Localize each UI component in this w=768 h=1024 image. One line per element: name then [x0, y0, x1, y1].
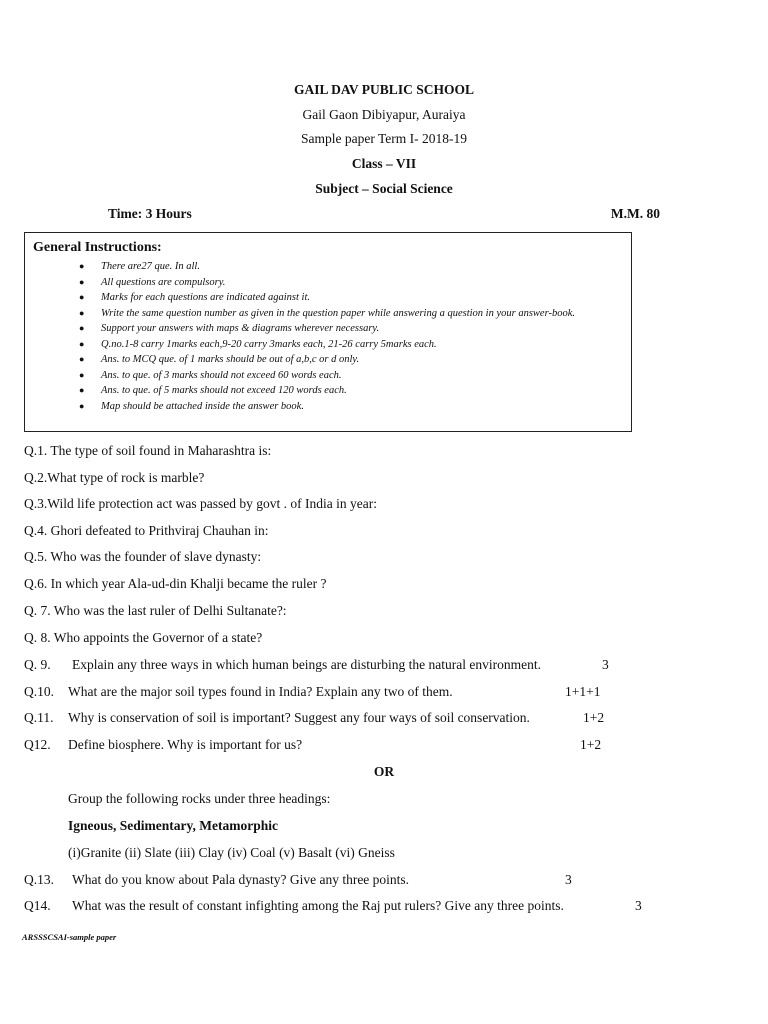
class-label: Class – VII — [351, 156, 417, 171]
question-13-marks: 3 — [565, 872, 572, 887]
question-text: Define biosphere. Why is important for us? — [68, 737, 303, 752]
question-text: What do you know about Pala dynasty? Give any three points. — [72, 872, 410, 887]
question-10-marks: 1+1+1 — [565, 684, 601, 699]
question-11 — [24, 710, 530, 726]
question-number: Q14. — [24, 898, 51, 913]
question-14 — [24, 898, 564, 914]
instruction-item: ● Map should be attached inside the answer book. — [79, 399, 631, 415]
question-text: Explain any three ways in which human beings are disturbing the natural environment. — [72, 657, 541, 672]
question-9 — [24, 657, 541, 673]
question-7: Q. 7. Who was the last ruler of Delhi Sultanate?: — [24, 603, 287, 618]
bullet-icon: ● — [79, 323, 85, 333]
rock-headings: Igneous, Sedimentary, Metamorphic — [68, 818, 278, 833]
question-11-marks: 1+2 — [583, 710, 605, 725]
question-3: Q.3.Wild life protection act was passed by govt . of India in year: — [24, 496, 377, 511]
bullet-icon: ● — [79, 276, 85, 287]
bullet-icon: ● — [79, 400, 85, 411]
question-5: Q.5. Who was the founder of slave dynasty: — [24, 549, 262, 564]
instruction-item: ● Support your answers with maps & diagrams wherever necessary. — [79, 321, 631, 337]
time-marks-row — [108, 206, 660, 222]
instruction-item: ● Ans. to MCQ que. of 1 marks should be out of a,b,c or d only. — [79, 352, 631, 368]
bullet-icon: ● — [79, 292, 85, 302]
question-1: Q.1. The type of soil found in Maharashtra is: — [24, 443, 272, 458]
question-text: Why is conservation of soil is important? Suggest any four ways of soil conservation. — [68, 710, 530, 725]
question-12-marks: 1+2 — [580, 737, 602, 752]
question-8: Q. 8. Who appoints the Governor of a state? — [24, 630, 263, 645]
question-number: Q. 9. — [24, 657, 51, 672]
question-6: Q.6. In which year Ala-ud-din Khalji became the ruler ? — [24, 576, 327, 591]
paper-title: Sample paper Term I- 2018-19 — [300, 131, 467, 146]
instruction-item: ● All questions are compulsory. — [79, 275, 631, 291]
school-name: GAIL DAV PUBLIC SCHOOL — [294, 82, 474, 97]
instruction-item: ● Marks for each questions are indicated against it. — [79, 290, 631, 306]
bullet-icon: ● — [79, 354, 85, 364]
or-question-line: Group the following rocks under three headings: — [68, 791, 331, 806]
question-number: Q12. — [24, 737, 51, 752]
bullet-icon: ● — [79, 261, 85, 271]
instruction-item: ● Ans. to que. of 5 marks should not exceed 120 words each. — [79, 383, 631, 399]
bullet-icon: ● — [79, 369, 85, 380]
bullet-icon: ● — [79, 385, 85, 395]
general-instructions-box — [24, 232, 632, 432]
instruction-item: ● Q.no.1-8 carry 1marks each,9-20 carry 3marks each, 21-26 carry 5marks each. — [79, 337, 631, 353]
question-12 — [24, 737, 303, 753]
max-marks-label: M.M. 80 — [610, 206, 660, 221]
subject-label: Subject – Social Science — [315, 181, 453, 196]
instruction-item: ● Ans. to que. of 3 marks should not exceed 60 words each. — [79, 368, 631, 384]
question-text: What are the major soil types found in India? Explain any two of them. — [68, 684, 453, 699]
school-address: Gail Gaon Dibiyapur, Auraiya — [302, 107, 466, 122]
question-10 — [24, 684, 453, 700]
or-label: OR — [373, 764, 395, 779]
instructions-list — [79, 259, 631, 414]
question-number: Q.13. — [24, 872, 54, 887]
time-label: Time: 3 Hours — [108, 206, 192, 221]
footer-code: ARSSSCSAI-sample paper — [22, 932, 117, 942]
question-number: Q.11. — [24, 710, 54, 725]
question-9-marks: 3 — [602, 657, 609, 672]
question-number: Q.10. — [24, 684, 54, 699]
question-14-marks: 3 — [635, 898, 642, 913]
instructions-title: General Instructions: — [33, 240, 162, 255]
question-13 — [24, 872, 410, 888]
question-text: What was the result of constant infighting among the Raj put rulers? Give any three points. — [72, 898, 564, 913]
question-4: Q.4. Ghori defeated to Prithviraj Chauhan in: — [24, 523, 269, 538]
instruction-item: ● Write the same question number as given in the question paper while answering a question in your answer-book. — [79, 306, 631, 322]
question-2: Q.2.What type of rock is marble? — [24, 470, 205, 485]
bullet-icon: ● — [79, 307, 85, 318]
bullet-icon: ● — [79, 338, 85, 349]
rock-list: (i)Granite (ii) Slate (iii) Clay (iv) Coal (v) Basalt (vi) Gneiss — [68, 845, 395, 860]
instruction-item: ● There are27 que. In all. — [79, 259, 631, 275]
